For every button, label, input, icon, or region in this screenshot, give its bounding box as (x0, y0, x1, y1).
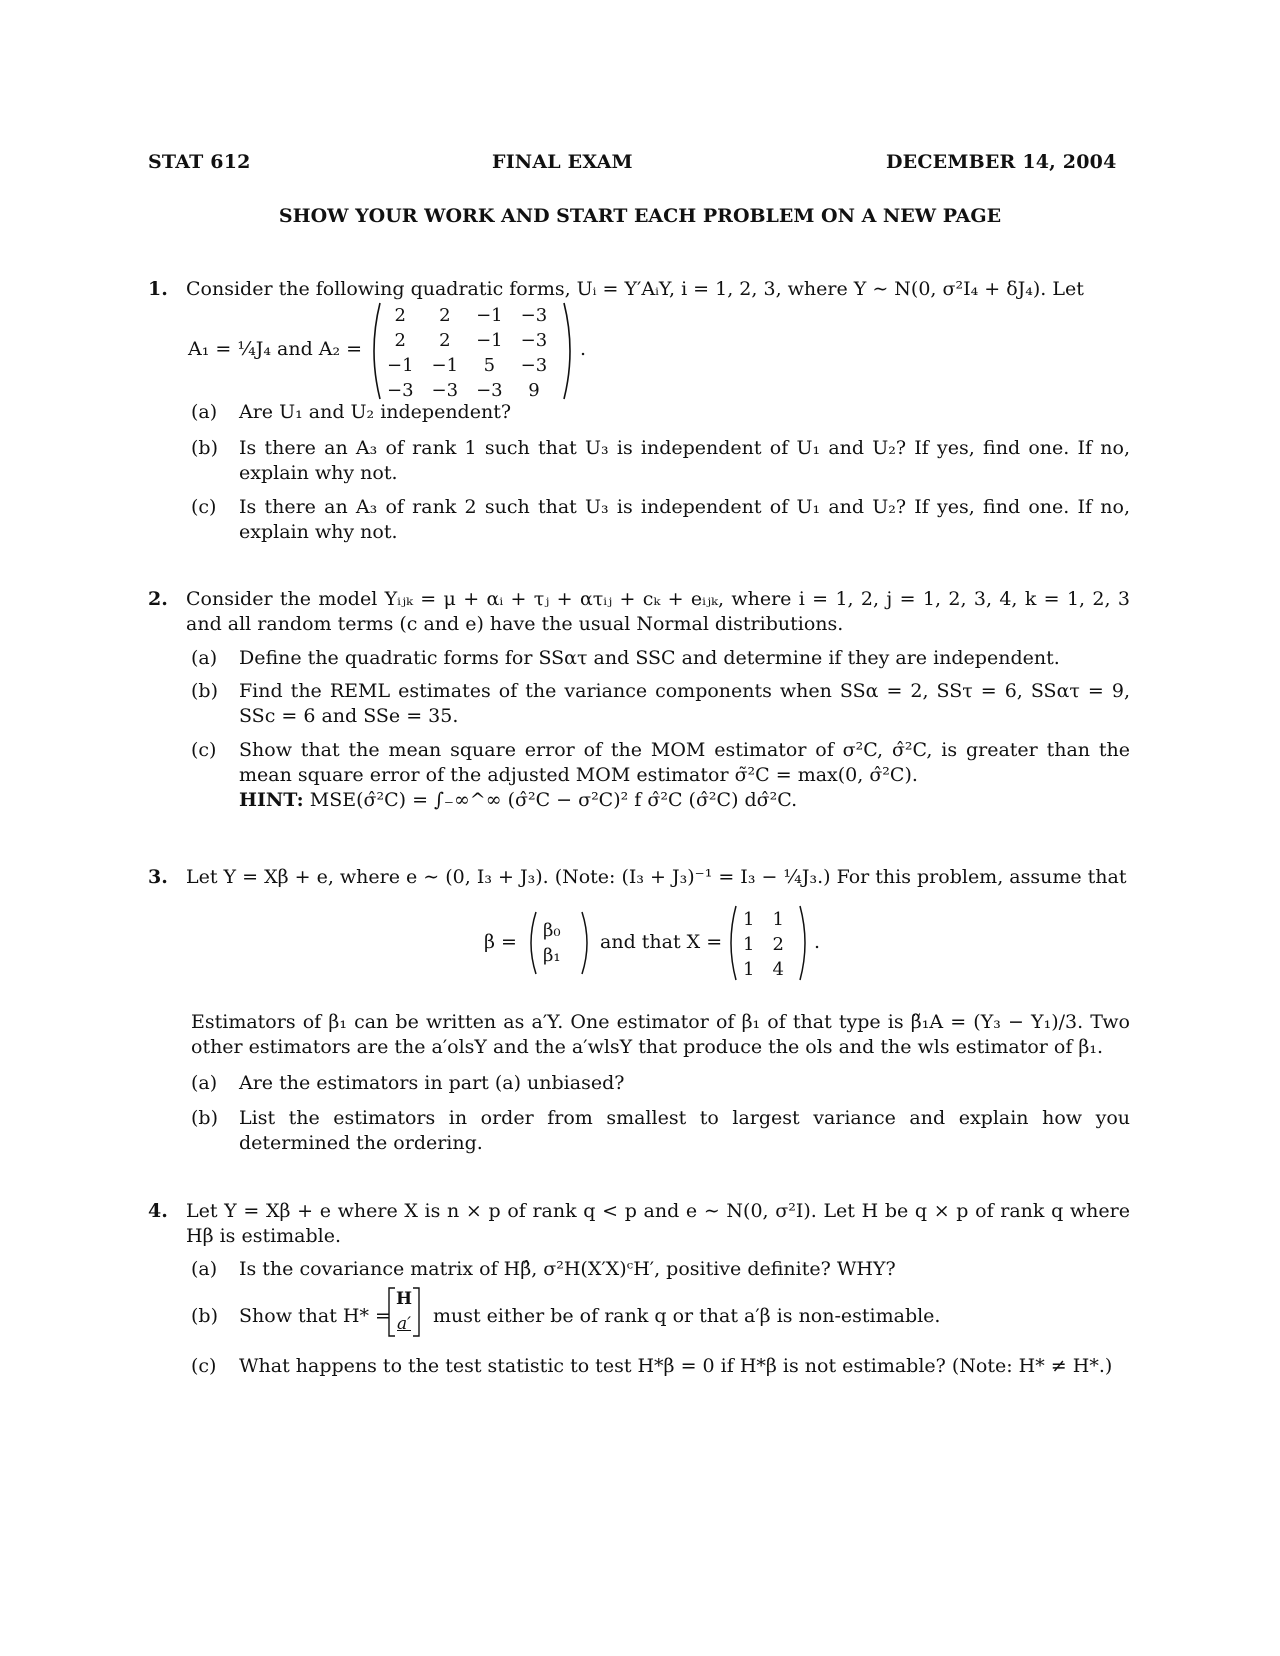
right-paren-icon (562, 301, 578, 401)
part-text: What happens to the test statistic to test H*β = 0 if H*β is not estimable? (Note: H* ≠ H*.) (239, 1355, 1113, 1377)
matrix-cell: 9 (528, 380, 540, 401)
part-text: Show that the mean square error of the MOM estimator of σ²C, σ̂²C, is greater than the mean square error of the adjusted MOM estimator σ̃²C = max(0, σ̂²C). (239, 739, 1130, 786)
part-label: (b) (191, 680, 218, 702)
matrix-cell: −3 (387, 380, 414, 401)
beta-x-display: β = β₀ β₁ and that X = 1 1 1 2 1 4 . (484, 904, 844, 982)
matrix-cell: −3 (431, 380, 459, 401)
problem-intro: Consider the model Yᵢⱼₖ = μ + αᵢ + τⱼ + ατᵢⱼ + cₖ + eᵢⱼₖ, where i = 1, 2, j = 1, 2, 3, 4, k = 1, 2, 3 and all random terms (c and e) have the usual Normal distributions. (186, 588, 1130, 635)
problem-number: 4. (148, 1200, 168, 1222)
hint-label: HINT: (239, 789, 304, 811)
matrix-a2-table (378, 303, 556, 403)
matrix-cell: 1 (772, 909, 784, 930)
matrix-cell: −1 (476, 330, 503, 351)
x-matrix (734, 907, 793, 982)
h-star-top: H (395, 1289, 413, 1309)
matrix-cell: −3 (520, 330, 548, 351)
part-label: (a) (191, 1072, 218, 1094)
course-code: STAT 612 (148, 151, 251, 173)
problem-intro: Let Y = Xβ + e where X is n × p of rank q < p and e ∼ N(0, σ²I). Let H be q × p of rank q where Hβ is estimable. (186, 1200, 1130, 1247)
a1-a2-label: A₁ = ¼J₄ and A₂ = (188, 338, 363, 360)
part-text: Find the REML estimates of the variance components when SSα = 2, SSτ = 6, SSατ = 9, SSc = 6 and SSe = 35. (239, 680, 1130, 727)
matrix-cell: 4 (772, 959, 784, 980)
problem-number: 3. (148, 866, 168, 888)
matrix-cell: 2 (772, 934, 784, 955)
matrix-cell: 1 (743, 934, 755, 955)
matrix-cell: 1 (743, 959, 755, 980)
estimators-paragraph: Estimators of β₁ can be written as a′Y. One estimator of β₁ of that type is β̃₁A = (Y₃ − Y₁)/3. Two other estimators are the a′olsY and the a′wlsY that produce the ols and the wls estimator of β₁. (191, 1011, 1130, 1058)
right-paren-icon (580, 910, 594, 976)
instruction-banner: SHOW YOUR WORK AND START EACH PROBLEM ON A NEW PAGE (278, 205, 1002, 227)
problem-intro: Consider the following quadratic forms, Uᵢ = Y′AᵢY, i = 1, 2, 3, where Y ∼ N(0, σ²I₄ + δJ₄). Let (186, 278, 1084, 300)
and-that-label: and that X = (600, 931, 723, 953)
h-star-vector (387, 1286, 421, 1338)
part-text: Are the estimators in part (a) unbiased? (239, 1072, 625, 1094)
part-label: (c) (191, 739, 217, 761)
right-paren-icon (798, 904, 812, 982)
part-text: Is there an A₃ of rank 1 such that U₃ is independent of U₁ and U₂? If yes, find one. If no, explain why not. (239, 437, 1130, 484)
matrix-cell: 1 (743, 909, 755, 930)
hint-line (239, 788, 1130, 813)
exam-date: DECEMBER 14, 2004 (886, 151, 1117, 173)
matrix-cell: −1 (387, 355, 414, 376)
problem-number: 2. (148, 588, 168, 610)
part-label: (b) (191, 1305, 218, 1327)
matrix-cell: 2 (439, 305, 451, 326)
part-label: (a) (191, 1258, 218, 1280)
matrix-cell: −3 (520, 305, 548, 326)
matrix-cell: −3 (520, 355, 548, 376)
part-text: Is the covariance matrix of Hβ̂, σ²H(X′X)ᶜH′, positive definite? WHY? (239, 1258, 896, 1280)
h-star-bottom: a′ (397, 1314, 411, 1334)
matrix-cell: 2 (439, 330, 451, 351)
matrix-cell: −1 (431, 355, 459, 376)
exam-title: FINAL EXAM (492, 151, 633, 173)
problem-number: 1. (148, 278, 168, 300)
part-text: List the estimators in order from smallest to largest variance and explain how you determined the ordering. (239, 1107, 1130, 1154)
part-label: (c) (191, 496, 217, 518)
part-label: (b) (191, 437, 218, 459)
matrix-cell: β₀ (543, 920, 561, 941)
part-label: (a) (191, 401, 218, 423)
part-label: (b) (191, 1107, 218, 1129)
part-text: Are U₁ and U₂ independent? (239, 401, 512, 423)
beta-label: β = (484, 931, 517, 953)
matrix-cell: 2 (394, 330, 406, 351)
matrix-cell: β₁ (543, 945, 561, 966)
matrix-cell: −1 (476, 305, 503, 326)
part-text-post: must either be of rank q or that a′β is non-estimable. (433, 1305, 941, 1327)
part-text-pre: Show that H* = (239, 1305, 391, 1327)
part-label: (a) (191, 647, 218, 669)
problem-intro: Let Y = Xβ + e, where e ∼ (0, I₃ + J₃). (Note: (I₃ + J₃)⁻¹ = I₃ − ¼J₃.) For this problem, assume that (186, 866, 1127, 888)
part-label: (c) (191, 1355, 217, 1377)
hint-text: MSE(σ̂²C) = ∫₋∞^∞ (σ̂²C − σ²C)² f σ̂²C (σ̂²C) dσ̂²C. (309, 789, 798, 811)
matrix-cell: 5 (483, 355, 496, 376)
exam-page: STAT 612 FINAL EXAM DECEMBER 14, 2004 SHOW YOUR WORK AND START EACH PROBLEM ON A NEW PAGE 1. Consider the following quadratic forms, Uᵢ = Y′AᵢY, i = 1, 2, 3, where Y ∼ N(0, σ²I₄ + δJ₄). Let A₁ = ¼J₄ and A₂ = 2 2 −1 −3 2 2 −1 −3 −1 −1 5 −3 −3 −3 −3 9 . (a) Are U₁ and U₂ independent? (b) Is there an A₃ of rank 1 such that U₃ is independent of U₁ and U₂? If yes, find one. If no, explain why not. (c) Is there an A₃ of rank 2 such that U₃ is independent of U₁ and U₂? If yes, find one. If no, explain why not. 2. Consider the model Yᵢⱼₖ = μ + αᵢ + τⱼ + ατᵢⱼ + cₖ + eᵢⱼₖ, where i = 1, 2, j = 1, 2, 3, 4, k = 1, 2, 3 and all random terms (c and e) have the usual Normal distributions. (a) Define the quadratic forms for SSατ and SSC and determine if they are independent. (b) Find the REML estimates of the variance components when SSα = 2, SSτ = 6, SSατ = 9, SSc = 6 and SSe = 35. (c) Show that the mean square error of the MOM estimator of σ²C, σ̂²C, is greater than the mean square error of the adjusted MOM estimator σ̃²C = max(0, σ̂²C). HINT: MSE(σ̂²C) = ∫₋∞^∞ (σ̂²C − σ²C)² f σ̂²C (σ̂²C) dσ̂²C. 3. Let Y = Xβ + e, where e ∼ (0, I₃ + J₃). (Note: (I₃ + J₃)⁻¹ = I₃ − ¼J₃.) For this problem, assume that β = β₀ β₁ and that X = 1 1 1 2 1 4 . Estimators of β₁ can be written as a′Y. One estimator of β₁ of that type is β̃₁A = (Y₃ − Y₁)/3. Two other estimators are the a′olsY and the a′wlsY that produce the ols and the wls estimator of β₁. (a) Are the estimators in part (a) unbiased? (b) List the estimators in order from smallest to largest variance and explain how you determined the ordering. 4. Let Y = Xβ + e where X is n × p of rank q < p and e ∼ N(0, σ²I). Let H be q × p of rank q where Hβ is estimable. (a) Is the covariance matrix of Hβ̂, σ²H(X′X)ᶜH′, positive definite? WHY? (b) Show that H* = H a′ must either be of rank q or that a′β is non-estimable. (c) What happens to the test statistic to test H*β = 0 if H*β is not estimable? (Note: H* ≠ H*.) (0, 0, 1280, 1656)
matrix-cell: −3 (476, 380, 503, 401)
matrix-cell: 2 (394, 305, 406, 326)
part-text: Is there an A₃ of rank 2 such that U₃ is independent of U₁ and U₂? If yes, find one. If no, explain why not. (239, 496, 1130, 543)
part-text: Define the quadratic forms for SSατ and SSC and determine if they are independent. (239, 647, 1060, 669)
beta-vector (534, 918, 570, 968)
